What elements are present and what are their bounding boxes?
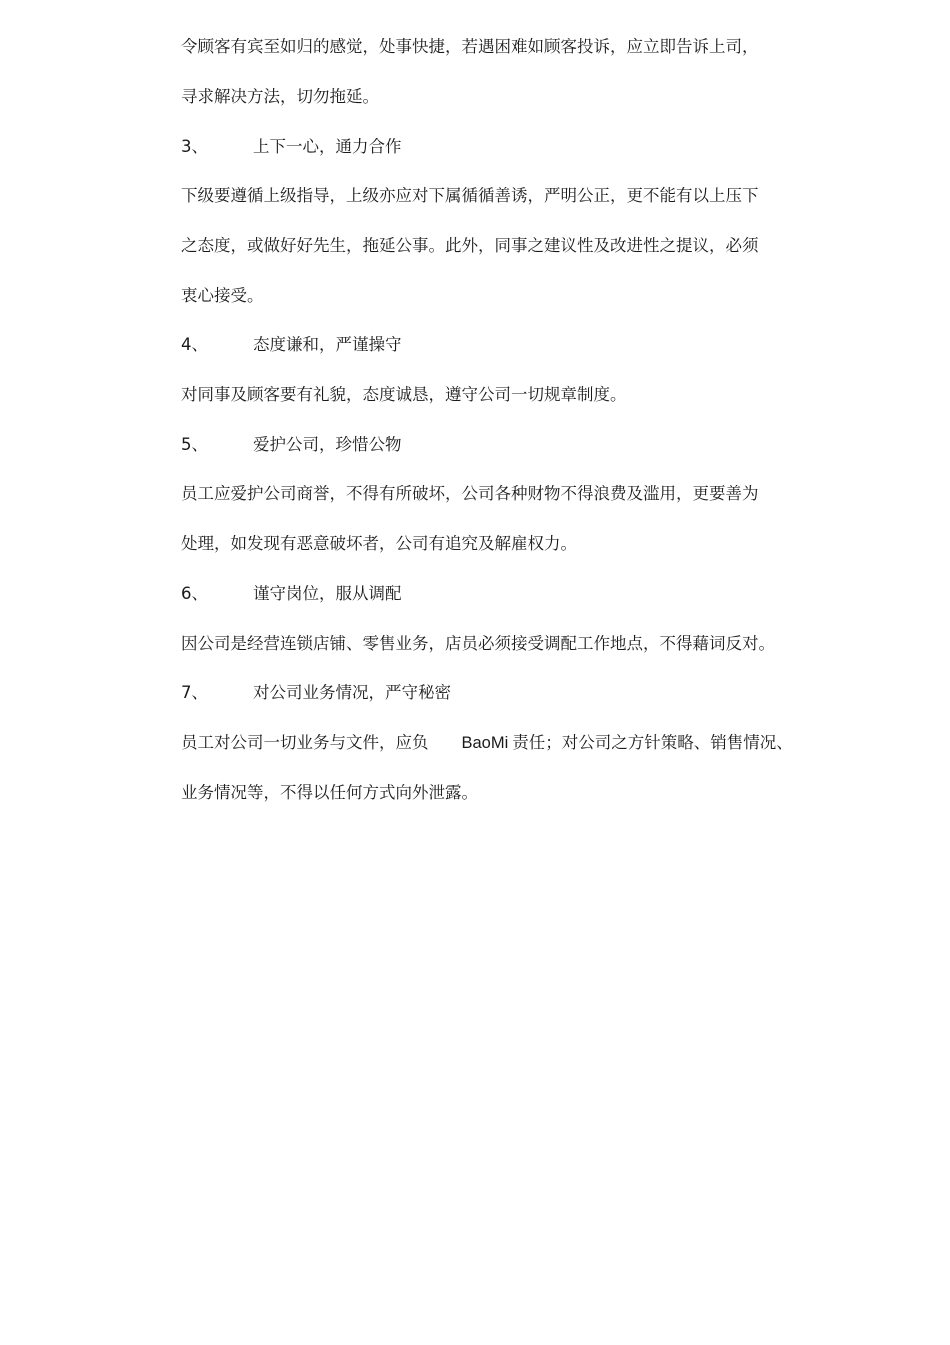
body-line: 衷心接受。 — [181, 286, 264, 305]
text-segment: 责任；对公司之方针策略、销售情况、 — [512, 733, 793, 752]
section-title: 态度谦和，严谨操守 — [253, 335, 402, 354]
section-number: 6、 — [181, 584, 208, 603]
body-line — [181, 733, 793, 753]
section-number: 5、 — [181, 435, 208, 454]
body-line: 令顾客有宾至如归的感觉，处事快捷，若遇困难如顾客投诉，应立即告诉上司， — [181, 37, 759, 56]
section-title: 谨守岗位，服从调配 — [253, 584, 402, 603]
body-line: 处理，如发现有恶意破坏者，公司有追究及解雇权力。 — [181, 534, 577, 553]
latin-word: BaoMi — [461, 734, 509, 752]
section-heading-3 — [181, 137, 402, 157]
body-line: 对同事及顾客要有礼貌，态度诚恳，遵守公司一切规章制度。 — [181, 385, 627, 404]
body-line: 寻求解决方法，切勿拖延。 — [181, 87, 379, 106]
body-line: 之态度，或做好好先生，拖延公事。此外，同事之建议性及改进性之提议，必须 — [181, 236, 759, 255]
section-heading-4 — [181, 335, 402, 355]
body-line: 因公司是经营连锁店铺、零售业务，店员必须接受调配工作地点，不得藉词反对。 — [181, 634, 775, 653]
body-line: 业务情况等，不得以任何方式向外泄露。 — [181, 783, 478, 802]
section-number: 3、 — [181, 137, 208, 156]
section-title: 上下一心，通力合作 — [253, 137, 402, 156]
text-segment: 员工对公司一切业务与文件，应负 — [181, 733, 429, 752]
section-heading-5 — [181, 435, 402, 455]
section-heading-6 — [181, 584, 402, 604]
body-line: 员工应爱护公司商誉，不得有所破坏，公司各种财物不得浪费及滥用，更要善为 — [181, 484, 759, 503]
section-number: 7、 — [181, 683, 208, 702]
section-number: 4、 — [181, 335, 208, 354]
section-title: 对公司业务情况，严守秘密 — [253, 683, 451, 702]
section-title: 爱护公司，珍惜公物 — [253, 435, 402, 454]
section-heading-7 — [181, 683, 451, 703]
body-line: 下级要遵循上级指导，上级亦应对下属循循善诱，严明公正，更不能有以上压下 — [181, 186, 759, 205]
